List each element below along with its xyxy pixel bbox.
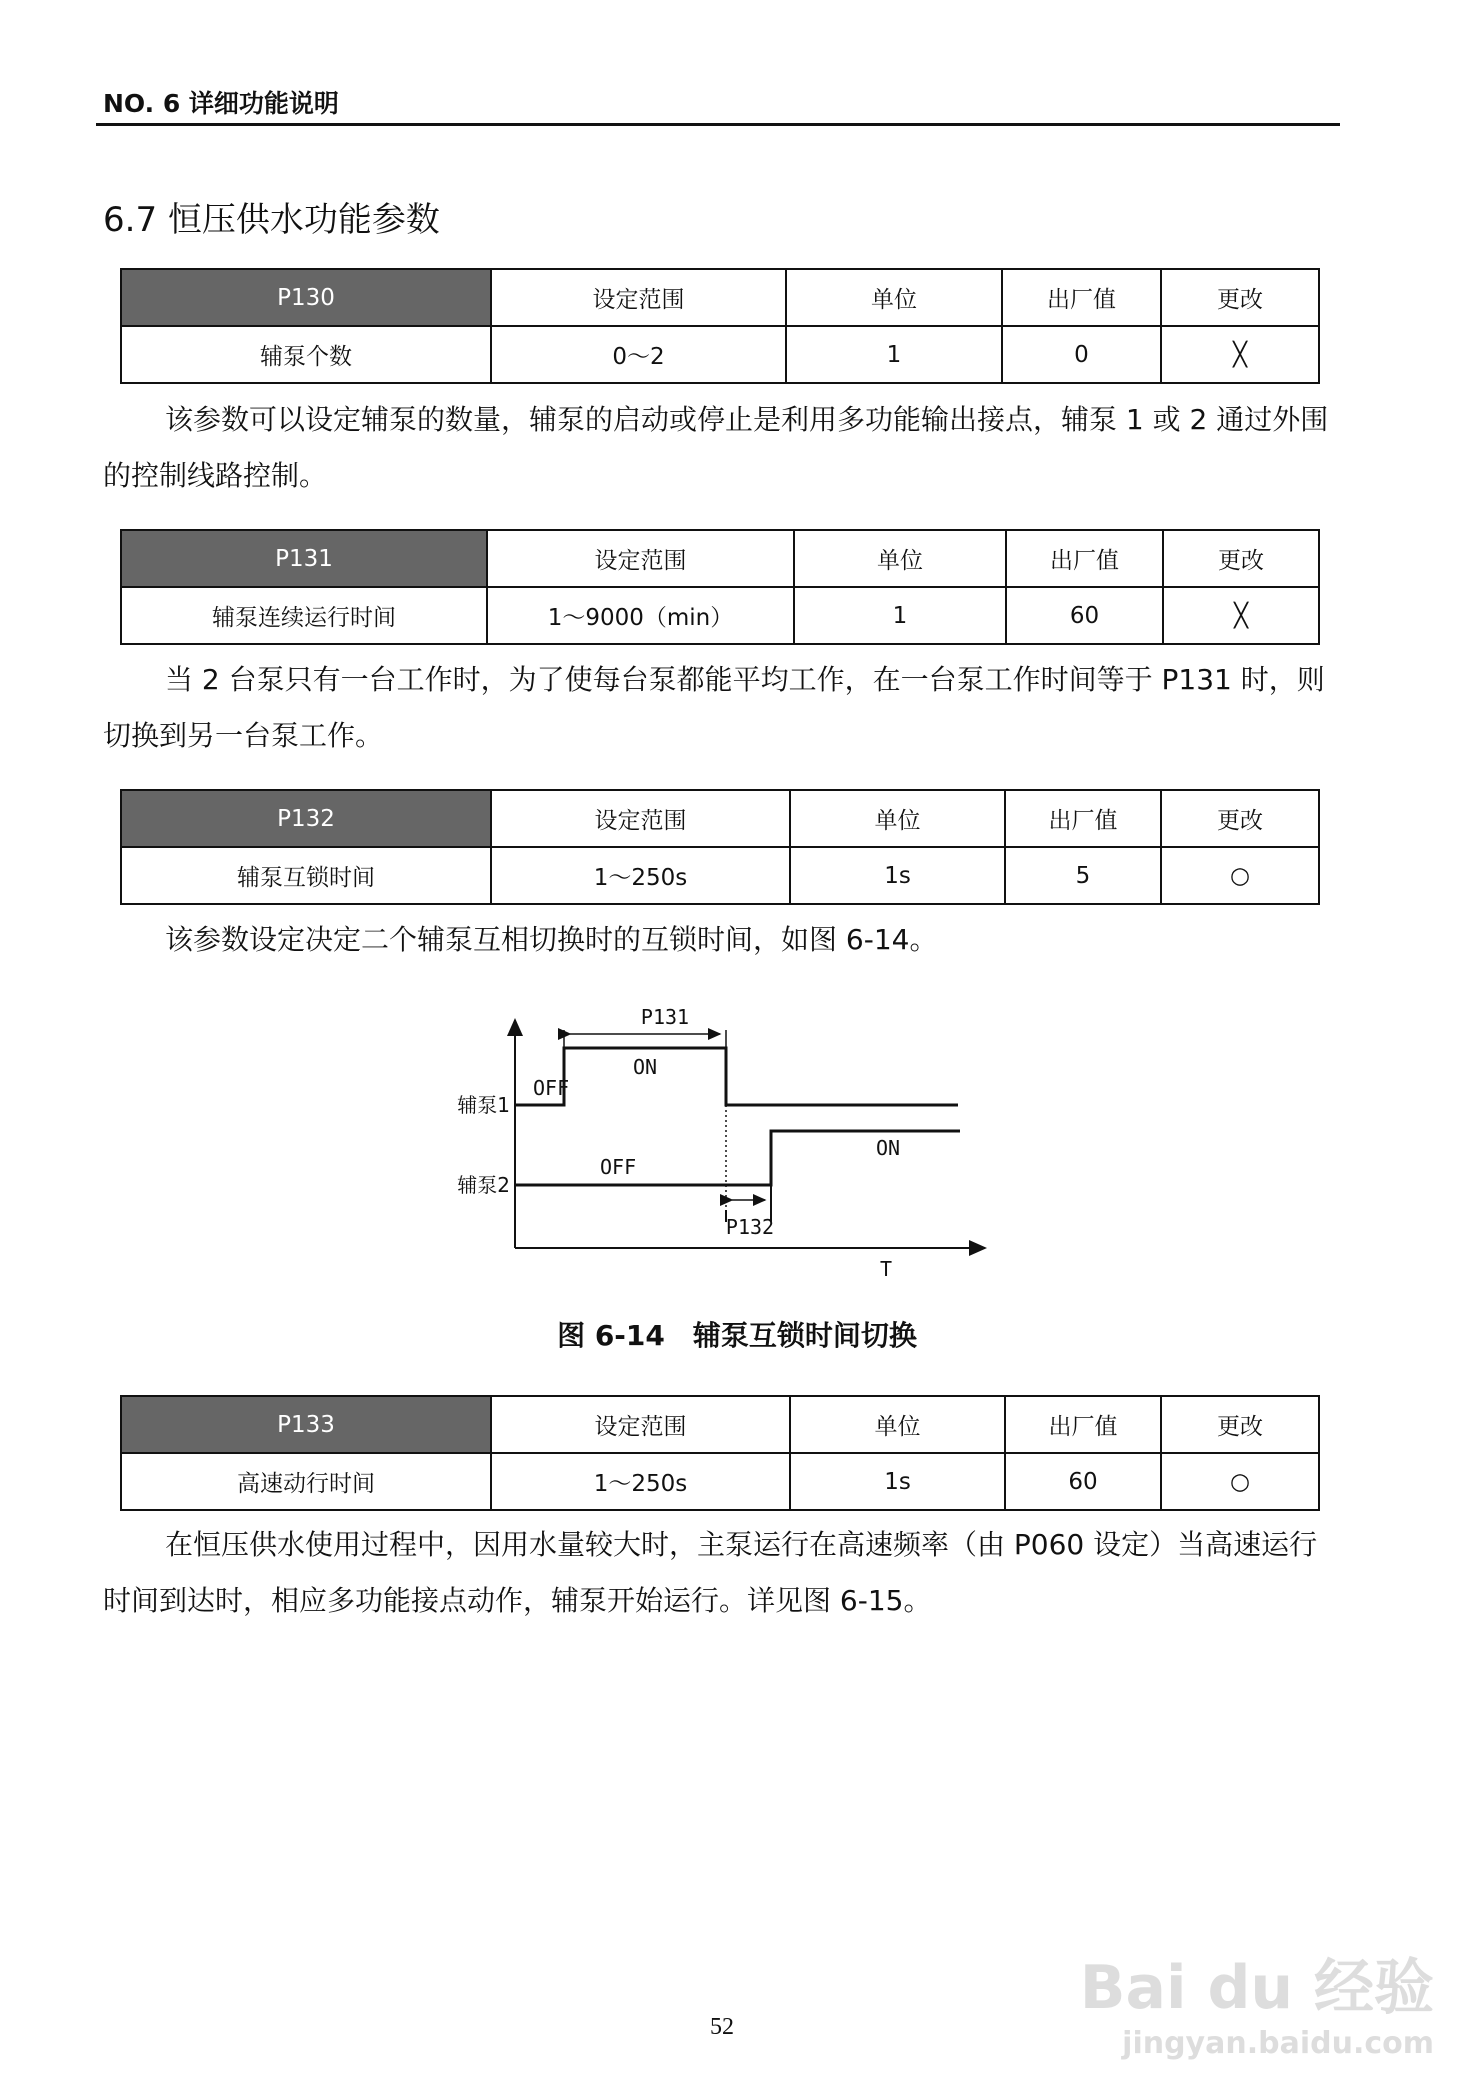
section-title: 6.7 恒压供水功能参数 [103,200,440,240]
range-header: 设定范围 [487,530,794,587]
change-cross-icon: ╳ [1163,587,1319,644]
chapter-header: NO. 6 详细功能说明 [103,89,339,118]
param-code: P130 [121,269,491,326]
param-unit: 1s [790,1453,1005,1510]
param-range: 1～9000（min） [487,587,794,644]
unit-header: 单位 [790,1396,1005,1453]
param-name: 高速动行时间 [121,1453,491,1510]
param-code: P132 [121,790,491,847]
change-circle-icon: ○ [1161,847,1319,904]
change-cross-icon: ╳ [1161,326,1319,383]
unit-header: 单位 [786,269,1002,326]
param-name: 辅泵互锁时间 [121,847,491,904]
unit-header: 单位 [790,790,1005,847]
param-unit: 1 [786,326,1002,383]
param-description: 该参数可以设定辅泵的数量，辅泵的启动或停止是利用多功能输出接点，辅泵 1 或 2 通过外围的控制线路控制。 [103,403,1329,492]
default-header: 出厂值 [1006,530,1163,587]
param-default: 5 [1005,847,1161,904]
param-default: 60 [1006,587,1163,644]
default-header: 出厂值 [1005,1396,1161,1453]
unit-header: 单位 [794,530,1006,587]
watermark-logo: Bai du 经验 [1079,1953,1434,2023]
pump1-on-label: ON [632,1055,658,1079]
param-range: 1～250s [491,847,790,904]
t-axis-label: T [880,1257,893,1281]
pump1-signal [515,1048,958,1105]
watermark-url: jingyan.baidu.com [1122,2026,1434,2061]
page-number: 52 [710,2014,734,2040]
figure-caption: 图 6-14 辅泵互锁时间切换 [557,1319,917,1352]
pump2-off-label: OFF [600,1155,637,1179]
param-description: 该参数设定决定二个辅泵互相切换时的互锁时间，如图 6-14。 [165,923,938,956]
param-default: 60 [1005,1453,1161,1510]
change-header: 更改 [1161,790,1319,847]
default-header: 出厂值 [1002,269,1161,326]
baidu-watermark [1080,1940,1434,2061]
p131-label: P131 [640,1005,690,1029]
pump1-label: 辅泵1 [457,1093,510,1117]
param-default: 0 [1002,326,1161,383]
p132-label: P132 [725,1215,775,1239]
range-header: 设定范围 [491,1396,790,1453]
param-description: 当 2 台泵只有一台工作时，为了使每台泵都能平均工作，在一台泵工作时间等于 P131 时，则切换到另一台泵工作。 [103,663,1325,752]
param-unit: 1 [794,587,1006,644]
param-unit: 1s [790,847,1005,904]
param-description: 在恒压供水使用过程中，因用水量较大时，主泵运行在高速频率（由 P060 设定）当高速运行时间到达时，相应多功能接点动作，辅泵开始运行。详见图 6-15。 [103,1528,1318,1617]
pump2-label: 辅泵2 [457,1173,510,1197]
param-name: 辅泵连续运行时间 [121,587,487,644]
range-header: 设定范围 [491,790,790,847]
param-range: 0～2 [491,326,786,383]
param-code: P133 [121,1396,491,1453]
param-table-p133 [120,1395,1320,1511]
default-header: 出厂值 [1005,790,1161,847]
pump1-off-label: OFF [533,1076,570,1100]
param-range: 1～250s [491,1453,790,1510]
range-header: 设定范围 [491,269,786,326]
change-header: 更改 [1163,530,1319,587]
change-header: 更改 [1161,269,1319,326]
pump2-on-label: ON [876,1136,901,1160]
change-header: 更改 [1161,1396,1319,1453]
param-code: P131 [121,530,487,587]
param-name: 辅泵个数 [121,326,491,383]
change-circle-icon: ○ [1161,1453,1319,1510]
